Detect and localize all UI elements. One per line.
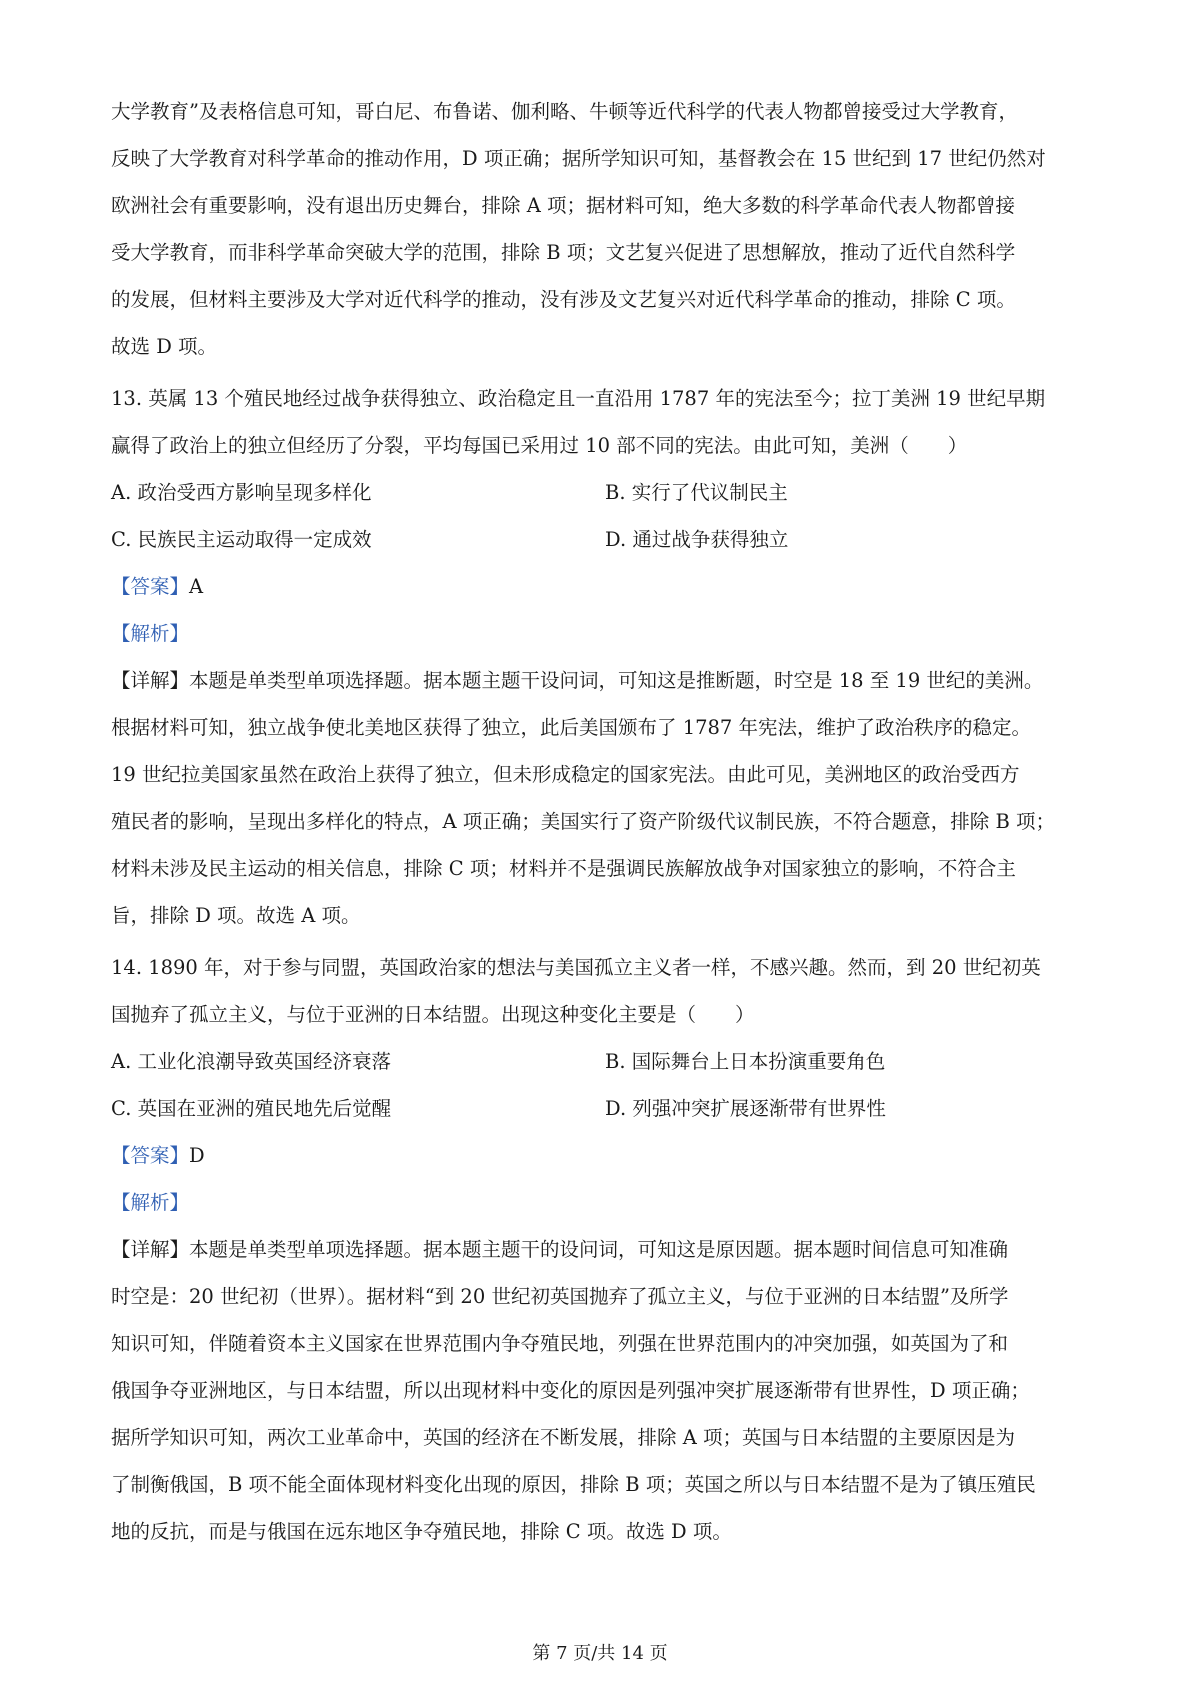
answer-tag: 【答案】 [111, 575, 190, 598]
q14-detail-line: 了制衡俄国，B 项不能全面体现材料变化出现的原因，排除 B 项；英国之所以与日本结盟不是为了镇压殖民 [111, 1473, 1036, 1496]
q14-stem-line: 国抛弃了孤立主义，与位于亚洲的日本结盟。出现这种变化主要是（ ） [111, 1003, 755, 1026]
q14-option-c: C. 英国在亚洲的殖民地先后觉醒 [111, 1097, 392, 1120]
q14-option-a: A. 工业化浪潮导致英国经济衰落 [111, 1050, 391, 1073]
q13-detail-line: 根据材料可知，独立战争使北美地区获得了独立，此后美国颁布了 1787 年宪法，维护了政治秩序的稳定。 [111, 716, 1032, 739]
prev-explanation-line: 欧洲社会有重要影响，没有退出历史舞台，排除 A 项；据材料可知，绝大多数的科学革命代表人物都曾接 [111, 194, 1015, 217]
q13-stem-line: 赢得了政治上的独立但经历了分裂，平均每国已采用过 10 部不同的宪法。由此可知，美洲（ ） [111, 434, 968, 457]
q14-detail-line: 知识可知，伴随着资本主义国家在世界范围内争夺殖民地，列强在世界范围内的冲突加强，如英国为了和 [111, 1332, 1009, 1355]
prev-explanation-line: 的发展，但材料主要涉及大学对近代科学的推动，没有涉及文艺复兴对近代科学革命的推动，排除 C 项。 [111, 288, 1016, 311]
q14-analysis-heading [111, 1188, 1101, 1218]
q13-option-b: B. 实行了代议制民主 [605, 481, 788, 504]
answer-value: A [189, 575, 204, 598]
q14-option-d: D. 列强冲突扩展逐渐带有世界性 [605, 1097, 886, 1120]
q13-detail-line: 材料未涉及民主运动的相关信息，排除 C 项；材料并不是强调民族解放战争对国家独立的影响，不符合主 [111, 857, 1016, 880]
q13-detail-line: 19 世纪拉美国家虽然在政治上获得了独立，但未形成稳定的国家宪法。由此可见，美洲地区的政治受西方 [111, 763, 1020, 786]
q14-detail-line: 俄国争夺亚洲地区，与日本结盟，所以出现材料中变化的原因是列强冲突扩展逐渐带有世界性，D 项正确； [111, 1379, 1030, 1402]
q13-option-c: C. 民族民主运动取得一定成效 [111, 528, 372, 551]
detail-tag: 【详解】 [111, 1238, 190, 1261]
answer-tag: 【答案】 [111, 1144, 190, 1167]
prev-explanation-line: 受大学教育，而非科学革命突破大学的范围，排除 B 项；文艺复兴促进了思想解放，推动了近代自然科学 [111, 241, 1016, 264]
q13-analysis-heading [111, 619, 1101, 649]
prev-explanation-line: 大学教育”及表格信息可知，哥白尼、布鲁诺、伽利略、牛顿等近代科学的代表人物都曾接受过大学教育， [111, 100, 1018, 123]
answer-value: D [189, 1144, 205, 1167]
q13-option-a: A. 政治受西方影响呈现多样化 [111, 481, 372, 504]
detail-text: 本题是单类型单项选择题。据本题主题干设问词，可知这是推断题，时空是 18 至 19 世纪的美洲。 [189, 669, 1044, 692]
q13-detail-line [111, 666, 1101, 696]
q13-detail-line: 殖民者的影响，呈现出多样化的特点，A 项正确；美国实行了资产阶级代议制民族，不符合题意，排除 B 项； [111, 810, 1056, 833]
q14-detail-line: 据所学知识可知，两次工业革命中，英国的经济在不断发展，排除 A 项；英国与日本结盟的主要原因是为 [111, 1426, 1015, 1449]
page-number: 第 7 页/共 14 页 [532, 1643, 668, 1664]
q13-option-d: D. 通过战争获得独立 [605, 528, 789, 551]
prev-explanation-line: 故选 D 项。 [111, 335, 218, 358]
q13-stem-line: 13. 英属 13 个殖民地经过战争获得独立、政治稳定且一直沿用 1787 年的宪法至今；拉丁美洲 19 世纪早期 [111, 387, 1046, 410]
detail-text: 本题是单类型单项选择题。据本题主题干的设问词，可知这是原因题。据本题时间信息可知准确 [189, 1238, 1009, 1261]
q14-detail-line [111, 1235, 1101, 1265]
q14-option-b: B. 国际舞台上日本扮演重要角色 [605, 1050, 886, 1073]
q13-detail-line: 旨，排除 D 项。故选 A 项。 [111, 904, 361, 927]
analysis-tag: 【解析】 [111, 1191, 190, 1214]
detail-tag: 【详解】 [111, 669, 190, 692]
q14-stem-line: 14. 1890 年，对于参与同盟，英国政治家的想法与美国孤立主义者一样，不感兴趣。然而，到 20 世纪初英 [111, 956, 1041, 979]
q14-answer [111, 1141, 1101, 1171]
q14-detail-line: 地的反抗，而是与俄国在远东地区争夺殖民地，排除 C 项。故选 D 项。 [111, 1520, 732, 1543]
q13-answer [111, 572, 1101, 602]
analysis-tag: 【解析】 [111, 622, 190, 645]
prev-explanation-line: 反映了大学教育对科学革命的推动作用，D 项正确；据所学知识可知，基督教会在 15 世纪到 17 世纪仍然对 [111, 147, 1046, 170]
q14-detail-line: 时空是：20 世纪初（世界）。据材料“到 20 世纪初英国抛弃了孤立主义，与位于亚洲的日本结盟”及所学 [111, 1285, 1009, 1308]
